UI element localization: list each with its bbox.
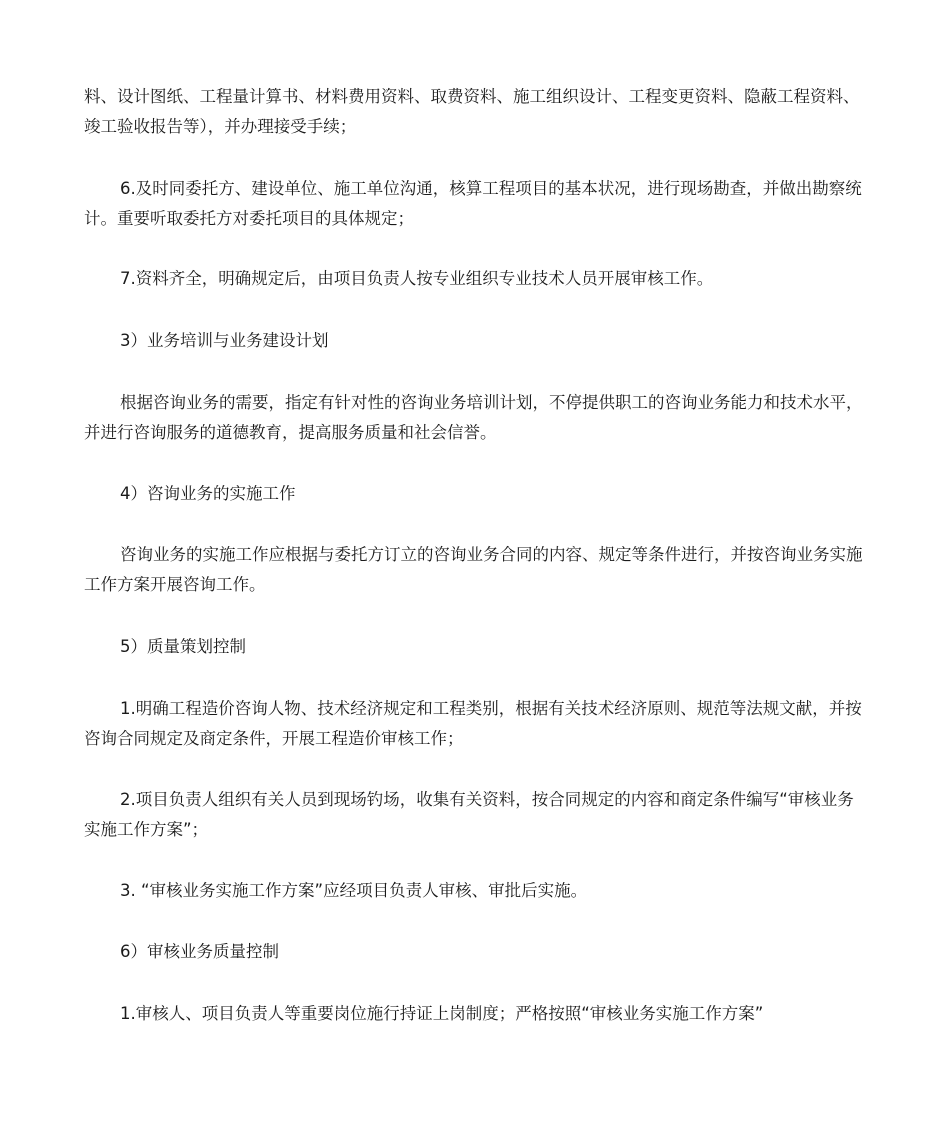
paragraph-quality-2: 2.项目负责人组织有关人员到现场钓场，收集有关资料，按合同规定的内容和商定条件编写“审核业务实施工作方案”；: [84, 790, 854, 839]
section-heading-6: 6）审核业务质量控制: [120, 942, 279, 961]
paragraph-item-6: 6.及时同委托方、建设单位、施工单位沟通，核算工程项目的基本状况，进行现场勘查，并做出勘察统计。重要听取委托方对委托项目的具体规定；: [84, 179, 862, 228]
section-heading-4: 4）咨询业务的实施工作: [120, 484, 296, 503]
paragraph-item-7: 7.资料齐全，明确规定后，由项目负责人按专业组织专业技术人员开展审核工作。: [120, 269, 714, 288]
section-heading-5: 5）质量策划控制: [120, 637, 246, 656]
section-heading-3: 3）业务培训与业务建设计划: [120, 331, 329, 350]
paragraph-quality-3: 3. “审核业务实施工作方案”应经项目负责人审核、审批后实施。: [120, 881, 588, 900]
paragraph-training: 根据咨询业务的需要，指定有针对性的咨询业务培训计划，不停提供职工的咨询业务能力和技术水平，并进行咨询服务的道德教育，提高服务质量和社会信誉。: [84, 393, 863, 442]
paragraph-review-1: 1.审核人、项目负责人等重要岗位施行持证上岗制度；严格按照“审核业务实施工作方案”: [120, 1004, 764, 1023]
paragraph-continuation: 料、设计图纸、工程量计算书、材料费用资料、取费资料、施工组织设计、工程变更资料、隐蔽工程资料、竣工验收报告等），并办理接受手续；: [84, 87, 860, 136]
paragraph-quality-1: 1.明确工程造价咨询人物、技术经济规定和工程类别，根据有关技术经济原则、规范等法规文献，并按咨询合同规定及商定条件，开展工程造价审核工作；: [84, 699, 862, 748]
paragraph-implementation: 咨询业务的实施工作应根据与委托方订立的咨询业务合同的内容、规定等条件进行，并按咨询业务实施工作方案开展咨询工作。: [84, 545, 863, 594]
